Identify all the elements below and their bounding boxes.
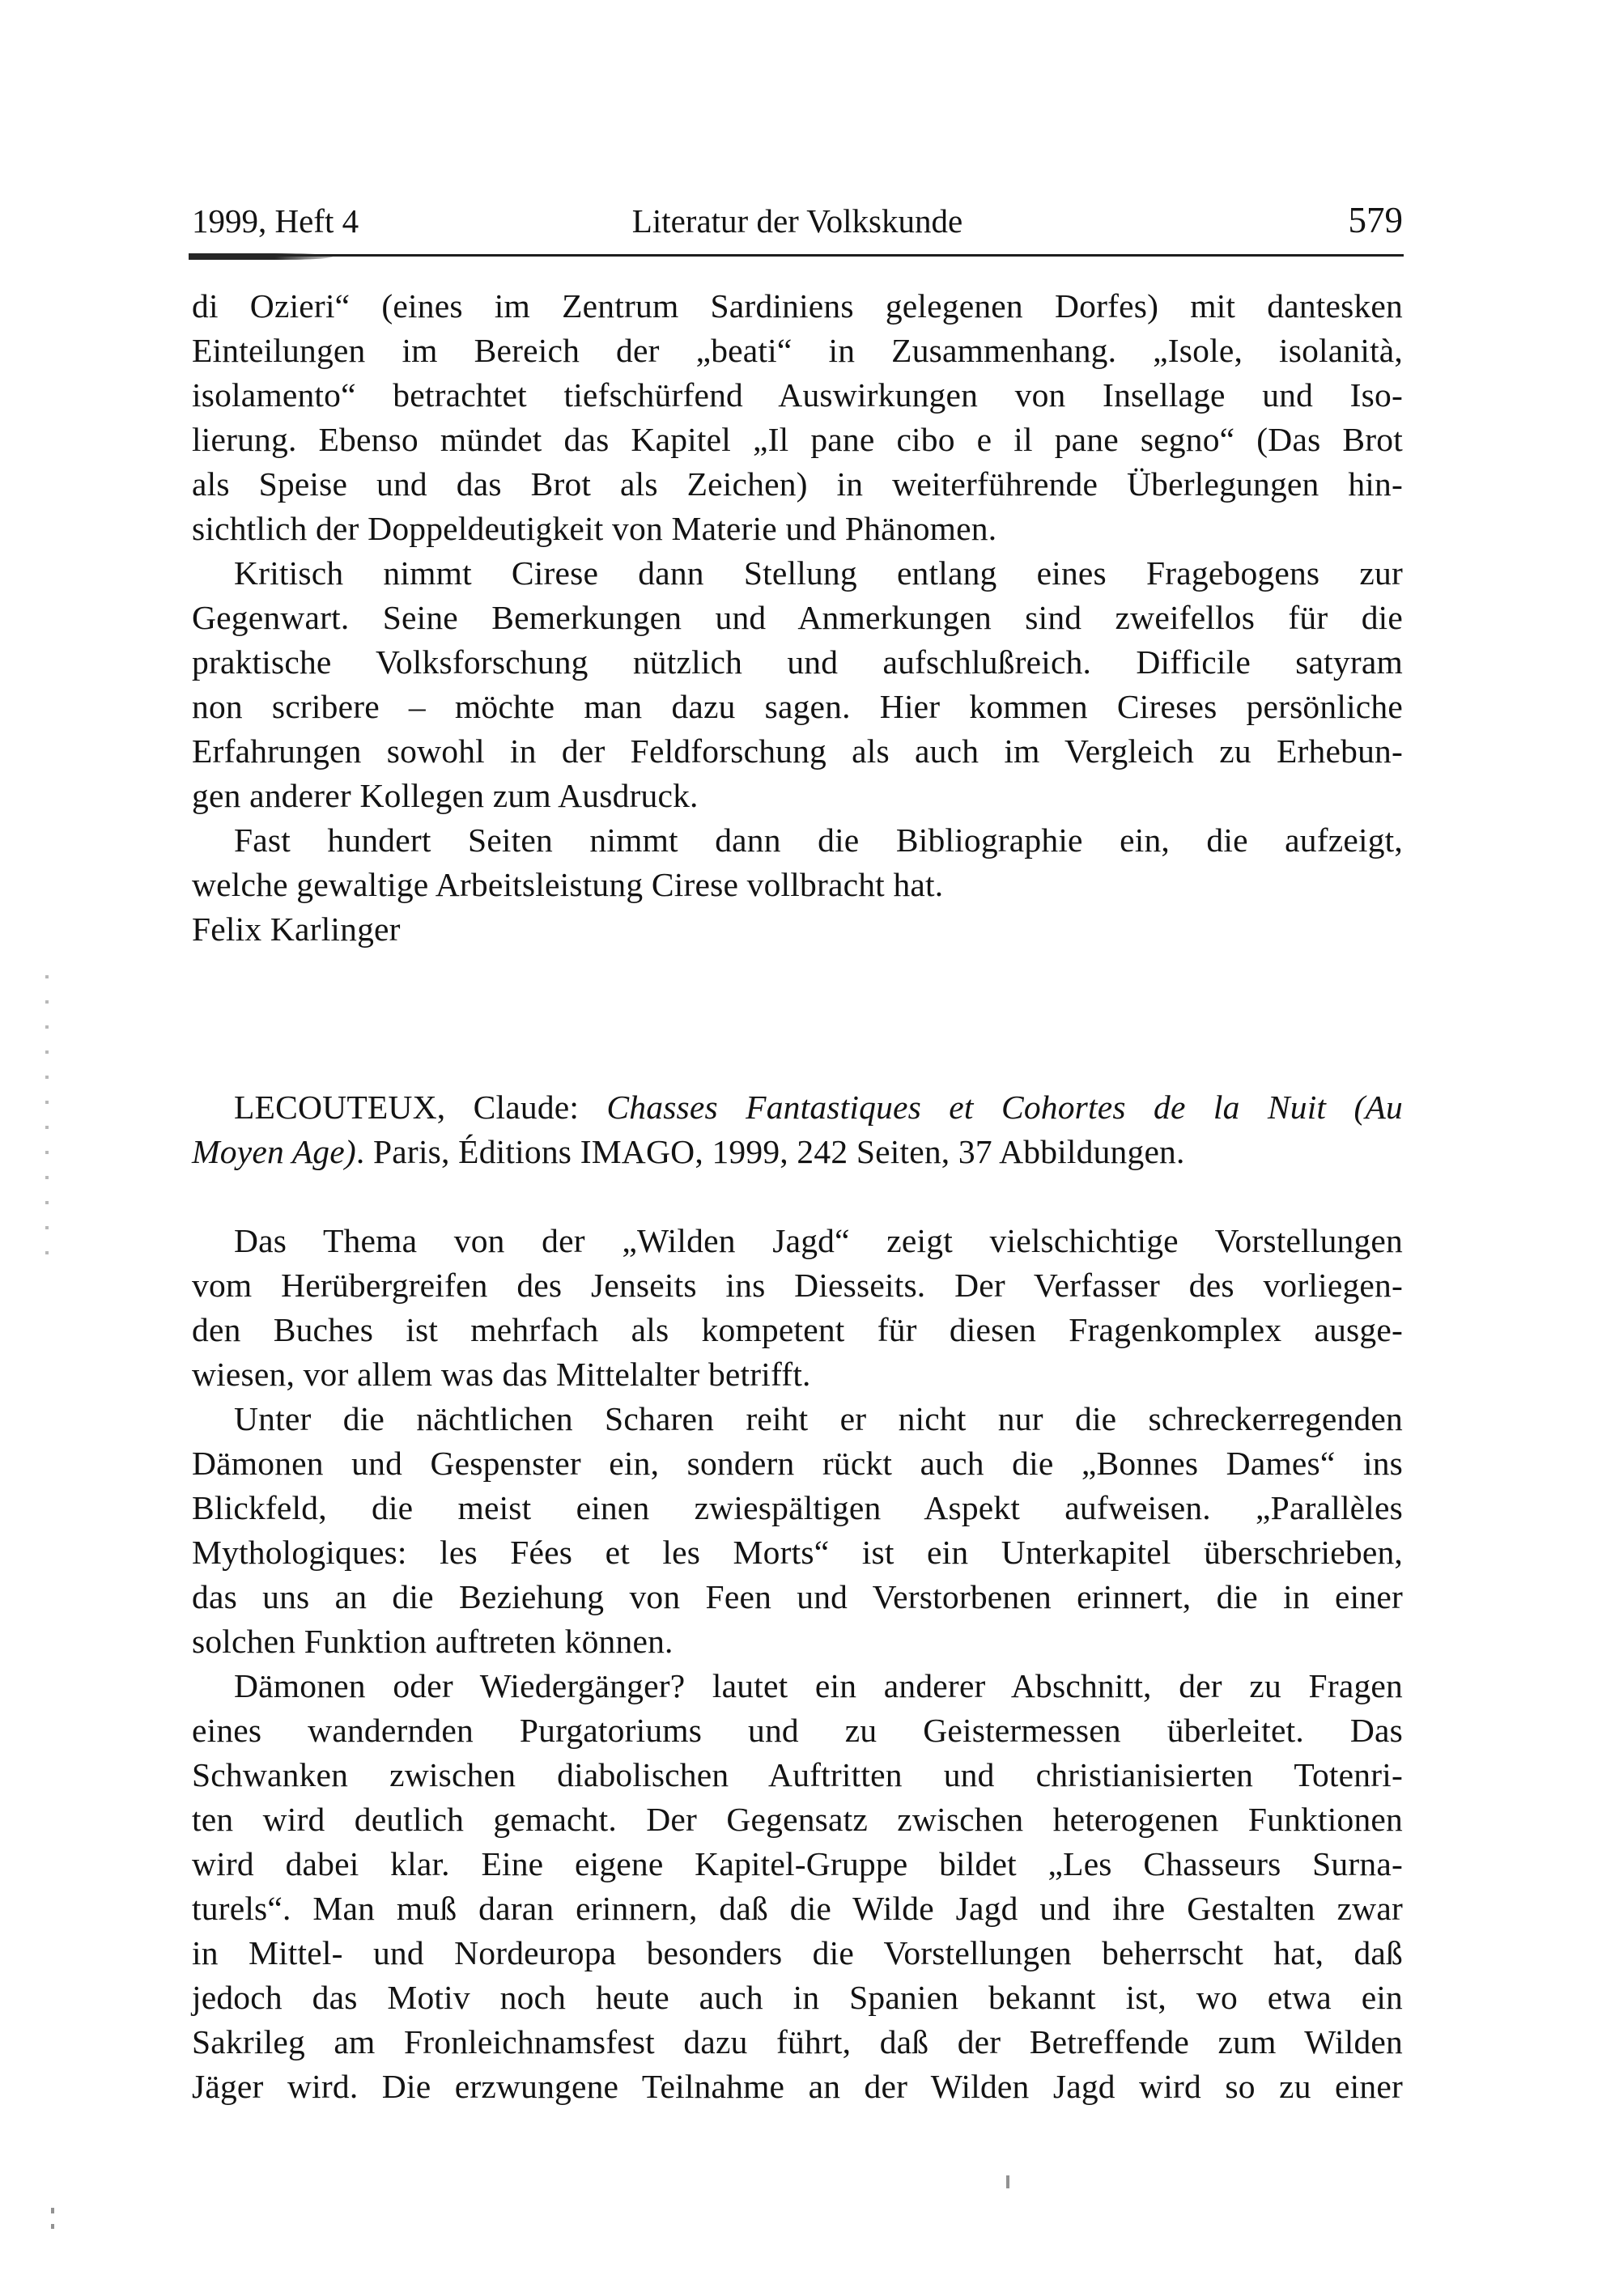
book-citation-line xyxy=(192,1085,1403,1130)
text-line: turels“. Man muß daran erinnern, daß die Wilde Jagd und ihre Gestalten zwar xyxy=(192,1890,1403,1927)
text-line: Mythologiques: les Fées et les Morts“ ist ein Unterkapitel überschrieben, xyxy=(192,1534,1403,1571)
text-line: Unter die nächtlichen Scharen reiht er nicht nur die schreckerregenden xyxy=(234,1400,1403,1437)
header-rule xyxy=(189,254,1404,257)
text-line: Fast hundert Seiten nimmt dann die Bibliographie ein, die aufzeigt, xyxy=(234,821,1403,859)
text-line: als Speise und das Brot als Zeichen) in weiterführende Überlegungen hin- xyxy=(192,465,1403,503)
text-line: gen anderer Kollegen zum Ausdruck. xyxy=(192,777,699,814)
text-line: Jäger wird. Die erzwungene Teilnahme an der Wilden Jagd wird so zu einer xyxy=(192,2068,1403,2105)
text-line: Blickfeld, die meist einen zwiespältigen Aspekt aufweisen. „Parallèles xyxy=(192,1489,1403,1526)
page-body xyxy=(192,284,1403,2109)
scan-smudge xyxy=(189,253,333,260)
citation-title: Chasses Fantastiques et Cohortes de la Nuit (Au xyxy=(606,1089,1403,1126)
issue-label: 1999, Heft 4 xyxy=(192,202,359,240)
text-line: solchen Funktion auftreten können. xyxy=(192,1623,674,1660)
text-line: jedoch das Motiv noch heute auch in Spanien bekannt ist, wo etwa ein xyxy=(192,1979,1403,2016)
text-line: ten wird deutlich gemacht. Der Gegensatz zwischen heterogenen Funktionen xyxy=(192,1801,1403,1838)
citation-author: LECOUTEUX, Claude: xyxy=(234,1089,607,1126)
text-line: in Mittel- und Nordeuropa besonders die Vorstellungen beherrscht hat, daß xyxy=(192,1934,1403,1971)
page-number: 579 xyxy=(1348,200,1403,240)
paragraph-gap xyxy=(192,1174,1403,1219)
page-header xyxy=(192,201,1403,240)
citation-imprint: . Paris, Éditions IMAGO, 1999, 242 Seiten, 37 Abbildungen. xyxy=(355,1133,1185,1170)
text-line: isolamento“ betrachtet tiefschürfend Auswirkungen von Insellage und Iso- xyxy=(192,376,1403,414)
text-line: di Ozieri“ (eines im Zentrum Sardiniens gelegenen Dorfes) mit dantesken xyxy=(192,287,1403,325)
text-line: den Buches ist mehrfach als kompetent für diesen Fragenkomplex ausge- xyxy=(192,1311,1403,1348)
text-line: sichtlich der Doppeldeutigkeit von Materie und Phänomen. xyxy=(192,510,997,547)
scan-speck xyxy=(51,2208,54,2213)
text-line: Sakrileg am Fronleichnamsfest dazu führt, daß der Betreffende zum Wilden xyxy=(192,2023,1403,2060)
scan-speck xyxy=(51,2224,54,2229)
text-line: welche gewaltige Arbeitsleistung Cirese vollbracht hat. xyxy=(192,866,944,903)
text-line: das uns an die Beziehung von Feen und Verstorbenen erinnert, die in einer xyxy=(192,1578,1403,1615)
text-line: non scribere – möchte man dazu sagen. Hier kommen Cireses persönliche xyxy=(192,688,1403,725)
section-gap xyxy=(192,952,1403,1085)
scan-artifact-dotted-line xyxy=(45,975,49,1276)
scan-speck xyxy=(1006,2175,1009,2188)
text-line: lierung. Ebenso mündet das Kapitel „Il pane cibo e il pane segno“ (Das Brot xyxy=(192,421,1403,458)
journal-title: Literatur der Volkskunde xyxy=(631,202,963,240)
text-line: praktische Volksforschung nützlich und aufschlußreich. Difficile satyram xyxy=(192,643,1403,681)
citation-title-continued: Moyen Age) xyxy=(192,1133,356,1170)
text-line: Dämonen und Gespenster ein, sondern rückt auch die „Bonnes Dames“ ins xyxy=(192,1445,1403,1482)
text-line: Erfahrungen sowohl in der Feldforschung als auch im Vergleich zu Erhebun- xyxy=(192,732,1403,770)
text-line: Einteilungen im Bereich der „beati“ in Zusammenhang. „Isole, isolanità, xyxy=(192,332,1403,369)
book-citation-line xyxy=(192,1130,1403,1174)
reviewer-signature: Felix Karlinger xyxy=(192,910,401,948)
text-line: Kritisch nimmt Cirese dann Stellung entlang eines Fragebogens zur xyxy=(234,554,1403,592)
text-line: wiesen, vor allem was das Mittelalter betrifft. xyxy=(192,1356,811,1393)
text-line: eines wandernden Purgatoriums und zu Geistermessen überleitet. Das xyxy=(192,1712,1403,1749)
text-line: Schwanken zwischen diabolischen Auftritten und christianisierten Totenri- xyxy=(192,1756,1403,1793)
text-line: Gegenwart. Seine Bemerkungen und Anmerkungen sind zweifellos für die xyxy=(192,599,1403,636)
text-line: wird dabei klar. Eine eigene Kapitel-Gruppe bildet „Les Chasseurs Surna- xyxy=(192,1845,1403,1882)
text-line: vom Herübergreifen des Jenseits ins Diesseits. Der Verfasser des vorliegen- xyxy=(192,1267,1403,1304)
text-line: Dämonen oder Wiedergänger? lautet ein anderer Abschnitt, der zu Fragen xyxy=(234,1667,1403,1704)
text-line: Das Thema von der „Wilden Jagd“ zeigt vielschichtige Vorstellungen xyxy=(234,1222,1403,1259)
